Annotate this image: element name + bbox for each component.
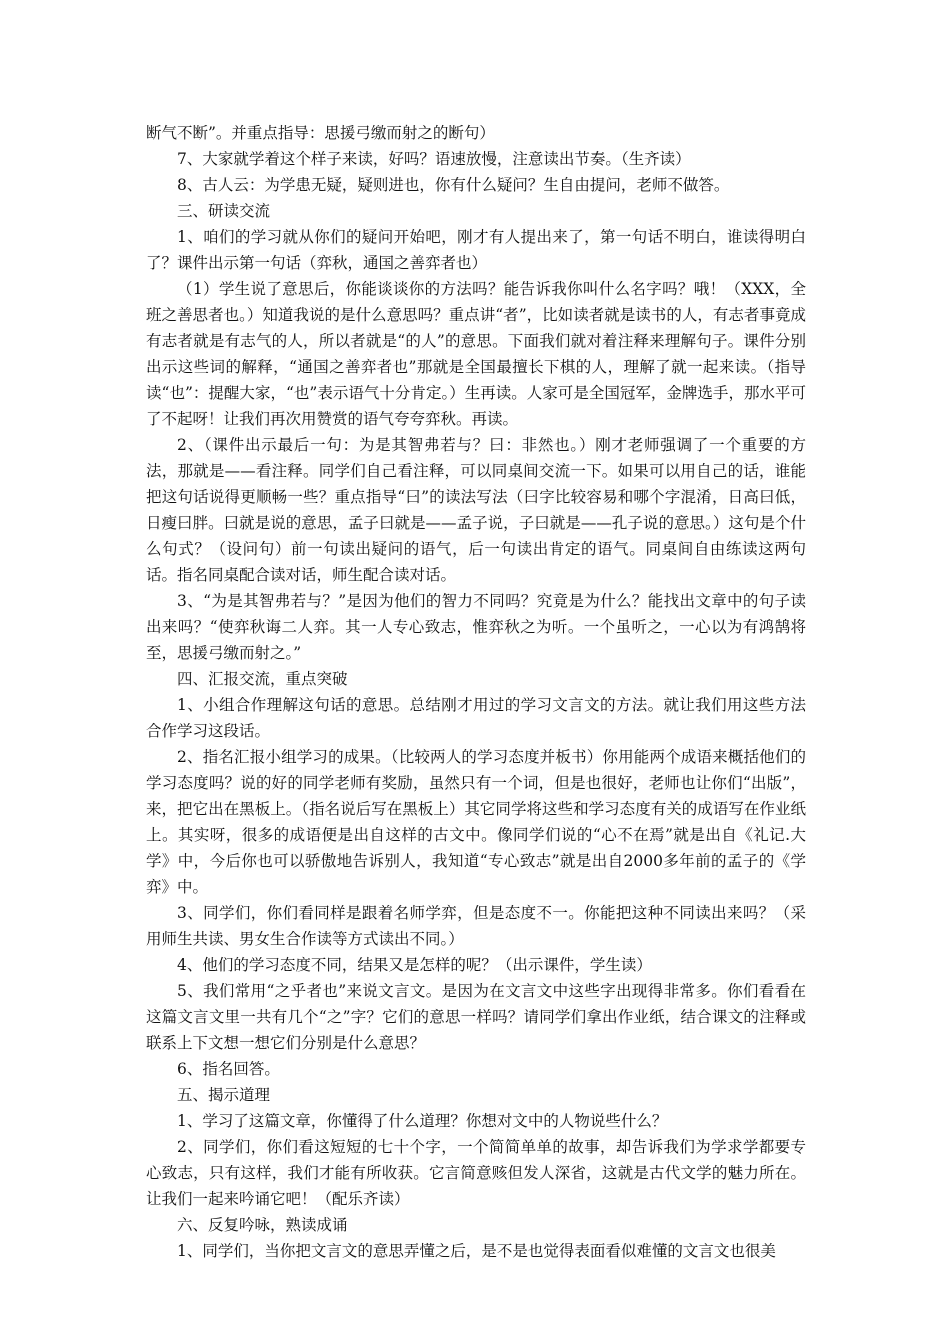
paragraph: 8、古人云：为学患无疑，疑则进也，你有什么疑问？生自由提问，老师不做答。 <box>177 176 730 194</box>
paragraph: 1、小组合作理解这句话的意思。总结刚才用过的学习文言文的方法。就让我们用这些方法合作学习这段话。 <box>146 696 806 740</box>
paragraph: 6、指名回答。 <box>177 1060 280 1078</box>
section-heading: 四、汇报交流，重点突破 <box>177 670 348 688</box>
section-heading: 三、研读交流 <box>177 202 271 220</box>
section-heading: 五、揭示道理 <box>177 1086 271 1104</box>
paragraph: 断气不断”。并重点指导：思援弓缴而射之的断句） <box>146 124 495 142</box>
document-page <box>146 120 806 1264</box>
section-heading: 六、反复吟咏，熟读成诵 <box>177 1216 348 1234</box>
paragraph: 3、同学们，你们看同样是跟着名师学弈，但是态度不一。你能把这种不同读出来吗？（采用师生共读、男女生合作读等方式读出不同。） <box>146 904 806 948</box>
paragraph: 3、“为是其智弗若与？”是因为他们的智力不同吗？究竟是为什么？能找出文章中的句子读出来吗？“使弈秋诲二人弈。其一人专心致志，惟弈秋之为听。一个虽听之，一心以为有鸿鹄将至，思援弓缴而射之。” <box>146 592 806 662</box>
paragraph: 2、同学们，你们看这短短的七十个字，一个简简单单的故事，却告诉我们为学求学都要专心致志，只有这样，我们才能有所收获。它言简意赅但发人深省，这就是古代文学的魅力所在。让我们一起来吟诵它吧！（配乐齐读） <box>146 1138 806 1208</box>
paragraph: 2、（课件出示最后一句：为是其智弗若与？曰：非然也。）刚才老师强调了一个重要的方法，那就是——看注释。同学们自己看注释，可以同桌间交流一下。如果可以用自己的话，谁能把这句话说得更顺畅一些？重点指导“曰”的读法写法（曰字比较容易和哪个字混淆，日高曰低，日瘦曰胖。曰就是说的意思，孟子曰就是——孟子说，子曰就是——孔子说的意思。）这句是个什么句式？（设问句）前一句读出疑问的语气，后一句读出肯定的语气。同桌间自由练读这两句话。指名同桌配合读对话，师生配合读对话。 <box>146 436 806 584</box>
paragraph: 1、咱们的学习就从你们的疑问开始吧，刚才有人提出来了，第一句话不明白，谁读得明白了？课件出示第一句话（弈秋，通国之善弈者也） <box>146 228 806 272</box>
paragraph: 2、指名汇报小组学习的成果。（比较两人的学习态度并板书）你用能两个成语来概括他们的学习态度吗？说的好的同学老师有奖励，虽然只有一个词，但是也很好，老师也让你们“出版”，来，把它出在黑板上。（指名说后写在黑板上）其它同学将这些和学习态度有关的成语写在作业纸上。其实呀，很多的成语便是出自这样的古文中。像同学们说的“心不在焉”就是出自《礼记.大学》中，今后你也可以骄傲地告诉别人，我知道“专心致志”就是出自2000多年前的孟子的《学弈》中。 <box>146 748 806 896</box>
paragraph: 1、同学们，当你把文言文的意思弄懂之后，是不是也觉得表面看似难懂的文言文也很美 <box>177 1242 776 1260</box>
paragraph: （1）学生说了意思后，你能谈谈你的方法吗？能告诉我你叫什么名字吗？哦！（XXX，全班之善思者也。）知道我说的是什么意思吗？重点讲“者”，比如读者就是读书的人，有志者事竟成有志者就是有志气的人，所以者就是“的人”的意思。下面我们就对着注释来理解句子。课件分别出示这些词的解释，“通国之善弈者也”那就是全国最擅长下棋的人，理解了就一起来读。（指导读“也”：提醒大家，“也”表示语气十分肯定。）生再读。人家可是全国冠军，金牌选手，那水平可了不起呀！让我们再次用赞赏的语气夸夸弈秋。再读。 <box>146 280 806 428</box>
paragraph: 1、学习了这篇文章，你懂得了什么道理？你想对文中的人物说些什么？ <box>177 1112 668 1130</box>
paragraph: 4、他们的学习态度不同，结果又是怎样的呢？（出示课件，学生读） <box>177 956 652 974</box>
paragraph: 5、我们常用“之乎者也”来说文言文。是因为在文言文中这些字出现得非常多。你们看看在这篇文言文里一共有几个“之”字？它们的意思一样吗？请同学们拿出作业纸，结合课文的注释或联系上下文想一想它们分别是什么意思？ <box>146 982 806 1052</box>
paragraph: 7、大家就学着这个样子来读，好吗？语速放慢，注意读出节奏。（生齐读） <box>177 150 691 168</box>
